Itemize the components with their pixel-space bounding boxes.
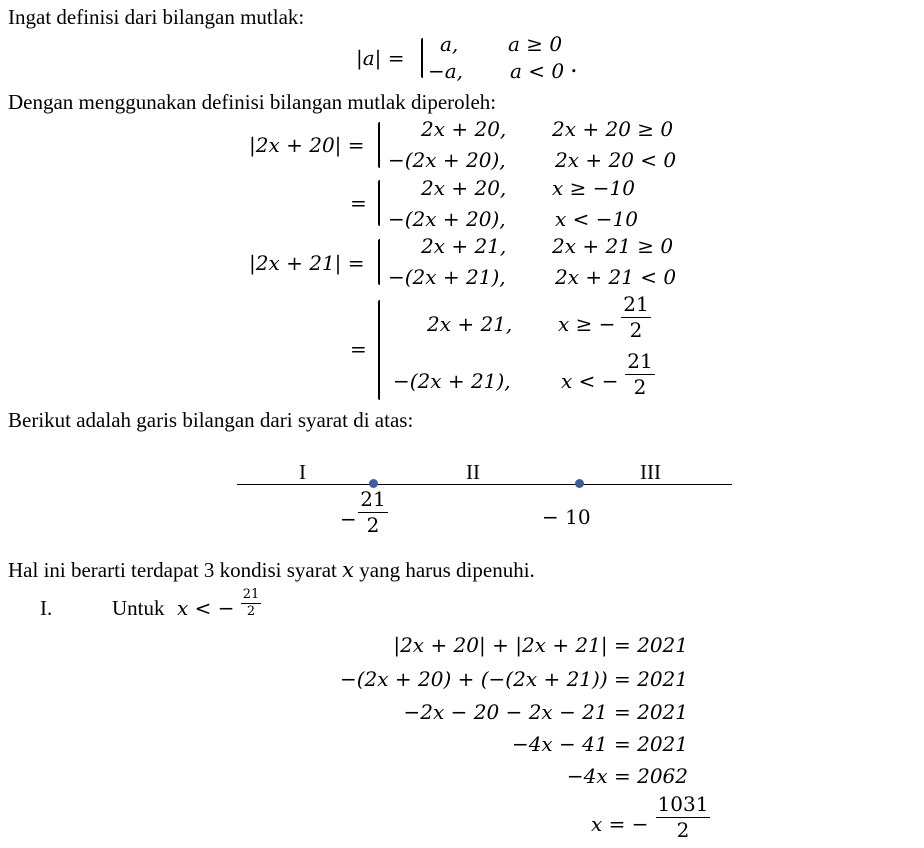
fraction-numerator: 21 bbox=[360, 487, 386, 511]
number-line bbox=[237, 484, 732, 485]
abs1-case4-expr: −(2x + 20), bbox=[388, 207, 506, 231]
fraction-numerator: 21 bbox=[627, 349, 653, 373]
intro-line: Ingat definisi dari bilangan mutlak: bbox=[8, 5, 305, 29]
case-condition-fraction bbox=[241, 587, 261, 619]
final-answer: x = − bbox=[591, 812, 649, 836]
abs1-case3-expr: 2x + 20, bbox=[421, 176, 507, 200]
abs1-case3-cond: x ≥ −10 bbox=[552, 176, 635, 200]
abs1-case2-cond: 2x + 20 < 0 bbox=[555, 148, 677, 172]
fraction-denominator: 2 bbox=[633, 375, 647, 399]
final-answer-fraction bbox=[656, 792, 710, 842]
fraction-numerator: 1031 bbox=[657, 792, 709, 816]
conclusion-after: yang harus dipenuhi. bbox=[359, 558, 535, 582]
fraction-denominator: 2 bbox=[676, 818, 690, 842]
abs1-case4-cond: x < −10 bbox=[555, 207, 638, 231]
abs1-brace-2 bbox=[378, 180, 380, 226]
conclusion-before: Hal ini berarti terdapat 3 kondisi syarat bbox=[8, 558, 337, 582]
step-5: −4x = 2062 bbox=[566, 764, 688, 788]
abs2-brace-2 bbox=[378, 300, 380, 400]
def-brace bbox=[421, 38, 423, 78]
abs2-case2-expr: −(2x + 21), bbox=[388, 265, 506, 289]
region-label-2: II bbox=[466, 460, 480, 484]
abs1-eq: = bbox=[350, 191, 367, 215]
abs2-case3-expr: 2x + 21, bbox=[427, 312, 513, 336]
fraction-numerator: 21 bbox=[242, 587, 260, 602]
abs2-lhs: |2x + 21| = bbox=[249, 251, 365, 275]
abs1-case1-expr: 2x + 20, bbox=[421, 117, 507, 141]
abs2-case3-cond: x ≥ − bbox=[558, 312, 616, 336]
abs2-case4-fraction bbox=[625, 349, 655, 399]
case-label: Untuk bbox=[112, 596, 165, 620]
abs1-brace bbox=[378, 122, 380, 168]
abs2-case4-cond: x < − bbox=[561, 369, 619, 393]
abs2-case4-expr: −(2x + 21), bbox=[393, 369, 511, 393]
point-label-2: − 10 bbox=[542, 505, 591, 529]
step-2: −(2x + 20) + (−(2x + 21)) = 2021 bbox=[339, 667, 688, 691]
def-case1-cond: a ≥ 0 bbox=[508, 32, 563, 56]
def-period: . bbox=[570, 50, 578, 78]
abs2-eq: = bbox=[350, 337, 367, 361]
conclusion-text bbox=[8, 557, 535, 583]
case-roman-numeral: I. bbox=[40, 596, 53, 620]
abs1-case2-expr: −(2x + 20), bbox=[388, 148, 506, 172]
abs2-case1-cond: 2x + 21 ≥ 0 bbox=[552, 234, 674, 258]
step-1: |2x + 20| + |2x + 21| = 2021 bbox=[393, 633, 688, 657]
region-label-3: III bbox=[640, 460, 661, 484]
abs1-lhs: |2x + 20| = bbox=[249, 133, 365, 157]
abs2-brace bbox=[378, 239, 380, 285]
fraction-denominator: 2 bbox=[366, 513, 380, 537]
step-4: −4x − 41 = 2021 bbox=[511, 732, 688, 756]
point-marker-2 bbox=[575, 479, 584, 488]
def-case1-expr: a, bbox=[440, 32, 459, 56]
abs2-case3-fraction bbox=[621, 292, 651, 342]
def-case2-expr: −a, bbox=[428, 59, 464, 83]
abs1-case1-cond: 2x + 20 ≥ 0 bbox=[552, 117, 674, 141]
fraction-denominator: 2 bbox=[246, 604, 256, 619]
point-label-1-fraction bbox=[358, 487, 388, 537]
numberline-caption: Berikut adalah garis bilangan dari syarat di atas: bbox=[8, 408, 414, 432]
intro-line-2: Dengan menggunakan definisi bilangan mutlak diperoleh: bbox=[8, 90, 497, 114]
region-label-1: I bbox=[299, 460, 306, 484]
conclusion-variable: x bbox=[342, 558, 354, 582]
def-case2-cond: a < 0 bbox=[510, 59, 565, 83]
step-3: −2x − 20 − 2x − 21 = 2021 bbox=[403, 700, 688, 724]
point-label-1-sign: − bbox=[340, 507, 357, 531]
abs2-case2-cond: 2x + 21 < 0 bbox=[555, 265, 677, 289]
fraction-numerator: 21 bbox=[623, 292, 649, 316]
fraction-denominator: 2 bbox=[629, 318, 643, 342]
abs2-case1-expr: 2x + 21, bbox=[421, 234, 507, 258]
def-lhs: |a| = bbox=[356, 46, 405, 70]
case-condition: x < − bbox=[177, 596, 235, 620]
